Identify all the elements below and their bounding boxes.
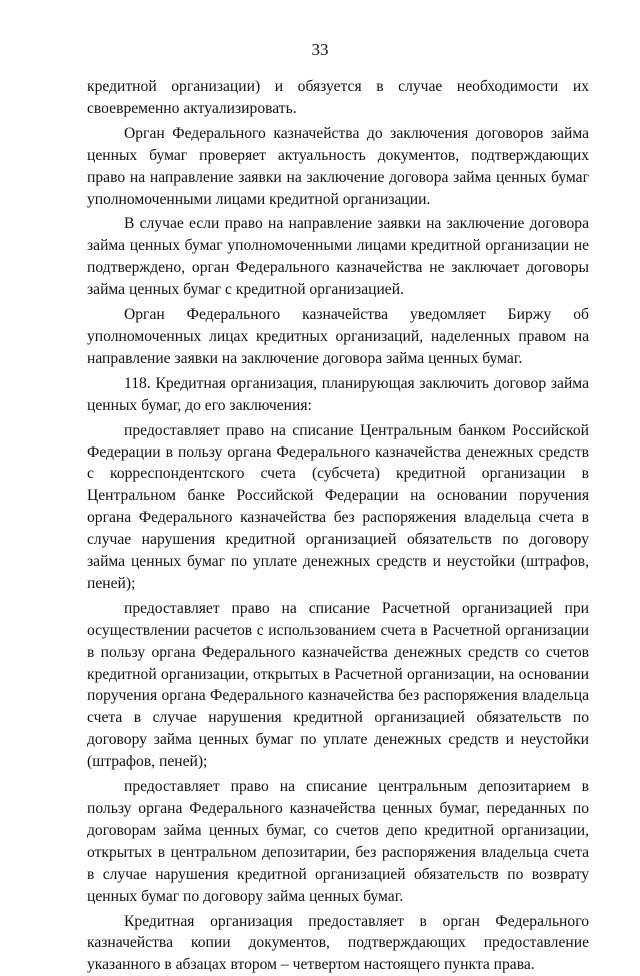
paragraph-notify-exchange: Орган Федерального казначейства уведомляет Биржу об уполномоченных лицах кредитных организаций, наделенных правом на направление заявки на заключение договора займа ценных бумаг. [87, 306, 589, 367]
page-number: 33 [311, 40, 329, 59]
paragraph-settlement-org: предоставляет право на списание Расчетной организацией при осуществлении расчетов с использованием счета в Расчетной организации в пользу органа Федерального казначейства денежных средств со счетов кредитной организации, открытых в Расчетной организации, на основании поручения органа Федерального казначейства без распоряжения владельца счета в случае нарушения кредитной организацией обязательств по договору займа ценных бумаг по уплате денежных средств и неустойки (штрафов, пеней); [87, 599, 589, 771]
paragraph-continuation: кредитной организации) и обязуется в случае необходимости их своевременно актуализировать. [87, 78, 589, 117]
paragraph-documents: Кредитная организация предоставляет в орган Федерального казначейства копии документов, подтверждающих предоставление указанного в абзацах втором – четвертом настоящего пункта права. [87, 912, 589, 974]
document-body [87, 76, 589, 976]
paragraph-item-118: 118. Кредитная организация, планирующая заключить договор займа ценных бумаг, до его заключения: [87, 374, 589, 414]
paragraph-depository: предоставляет право на списание центральным депозитарием в пользу органа Федерального казначейства ценных бумаг, переданных по договорам займа ценных бумаг, со счетов депо кредитной организации, открытых в центральном депозитарии, без распоряжения владельца счета в случае нарушения кредитной организацией обязательств по возврату ценных бумаг по договору займа ценных бумаг. [87, 778, 589, 905]
paragraph-not-confirmed: В случае если право на направление заявки на заключение договора займа ценных бумаг уполномоченными лицами кредитной организации не подтверждено, орган Федерального казначейства не заключает договоры займа ценных бумаг с кредитной организацией. [87, 215, 589, 299]
paragraph-central-bank: предоставляет право на списание Центральным банком Российской Федерации в пользу органа Федерального казначейства денежных средств с корреспондентского счета (субсчета) кредитной организации в Центральном банке Российской Федерации на основании поручения органа Федерального казначейства без распоряжения владельца счета в случае нарушения кредитной организацией обязательств по договору займа ценных бумаг по уплате денежных средств и неустойки (штрафов, пеней); [87, 421, 589, 592]
paragraph-verification: Орган Федерального казначейства до заключения договоров займа ценных бумаг проверяет актуальность документов, подтверждающих право на направление заявки на заключение договора займа ценных бумаг уполномоченными лицами кредитной организации. [87, 124, 589, 208]
